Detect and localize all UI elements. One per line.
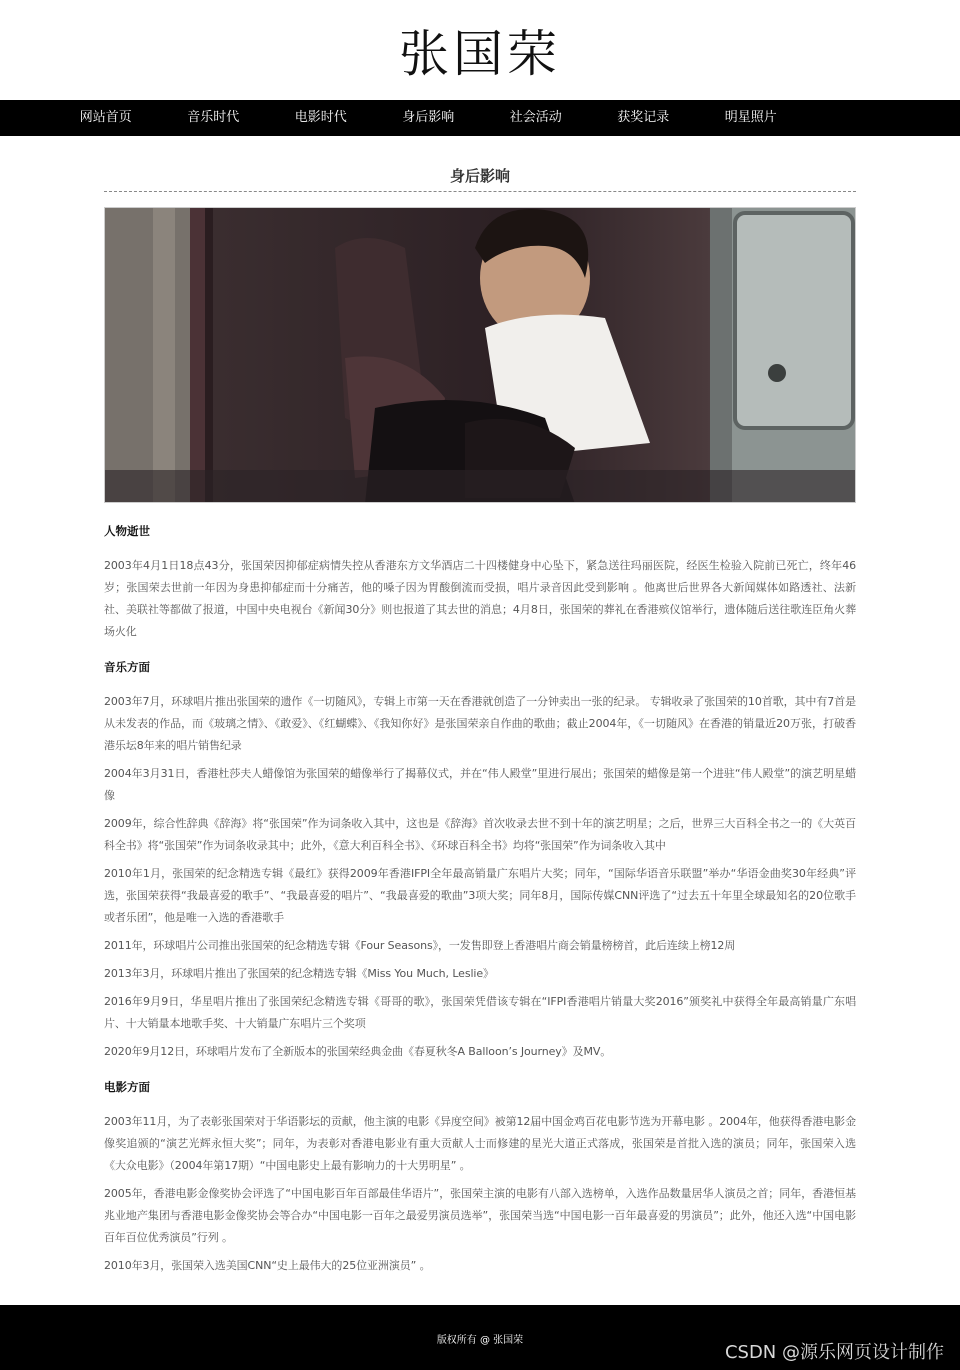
section-paragraph: 2013年3月，环球唱片推出了张国荣的纪念精选专辑《Miss You Much, Leslie》 <box>104 967 494 980</box>
section-paragraph: 2003年7月，环球唱片推出张国荣的遗作《一切随风》，专辑上市第一天在香港就创造了一分钟卖出一张的纪录。 专辑收录了张国荣的10首歌，其中有7首是从未发表的作品，而《玻璃之情》、《敢爱》、《红蝴蝶》、《我知你好》是张国荣亲自作曲的歌曲；截止2004年，《一切随风》在香港的销量近20万张，打破香港乐坛8年来的唱片销售纪录 <box>104 695 856 752</box>
section-film <box>104 1079 856 1277</box>
section-heading: 音乐方面 <box>104 660 150 674</box>
nav-item-home[interactable]: 网站首页 <box>79 110 132 125</box>
section-paragraph: 2010年1月，张国荣的纪念精选专辑《最红》获得2009年香港IFPI全年最高销量广东唱片大奖；同年，“国际华语音乐联盟”举办“华语金曲奖30年经典”评选，张国荣获得“我最喜爱的歌手”、“我最喜爱的唱片”、“我最喜爱的歌曲”3项大奖；同年8月，国际传媒CNN评选了“过去五十年里全球最知名的20位歌手或者乐团”，他是唯一入选的香港歌手 <box>104 867 856 924</box>
footer-copyright: 版权所有 @ 张国荣 <box>436 1335 524 1346</box>
section-paragraph: 2004年3月31日，香港杜莎夫人蜡像馆为张国荣的蜡像举行了揭幕仪式，并在“伟人殿堂”里进行展出；张国荣的蜡像是第一个进驻“伟人殿堂”的演艺明星蜡像 <box>104 767 856 802</box>
section-paragraph: 2003年4月1日18点43分，张国荣因抑郁症病情失控从香港东方文华酒店二十四楼健身中心坠下，紧急送往玛丽医院，经医生检验入院前已死亡，终年46岁；张国荣去世前一年因为身患抑郁症而十分痛苦，他的嗓子因为胃酸倒流而受损，唱片录音因此受到影响 。他离世后世界各大新闻媒体如路透社、法新社、美联社等都做了报道，中国中央电视台《新闻30分》则也报道了其去世的消息；4月8日，张国荣的葬礼在香港殡仪馆举行，遗体随后送往歌连臣角火葬场火化 <box>104 559 856 638</box>
nav-item-photos[interactable]: 明星照片 <box>724 110 777 125</box>
nav-item-awards[interactable]: 获奖记录 <box>617 110 670 125</box>
site-header <box>0 0 960 100</box>
section-paragraph: 2011年，环球唱片公司推出张国荣的纪念精选专辑《Four Seasons》，一发售即登上香港唱片商会销量榜榜首，此后连续上榜12周 <box>104 939 736 952</box>
section-paragraph: 2020年9月12日，环球唱片发布了全新版本的张国荣经典金曲《春夏秋冬A Balloon’s Journey》及MV。 <box>104 1045 612 1058</box>
section-paragraph: 2003年11月，为了表彰张国荣对于华语影坛的贡献，他主演的电影《异度空间》被第12届中国金鸡百花电影节选为开幕电影 。2004年，他获得香港电影金像奖追颁的“演艺光辉永恒大奖”；同年，为表彰对香港电影业有重大贡献人士而修建的星光大道正式落成，张国荣是首批入选的演员；同年，张国荣入选《大众电影》（2004年第17期）“中国电影史上最有影响力的十大男明星” 。 <box>104 1115 856 1172</box>
section-music <box>104 659 856 1063</box>
section-heading: 人物逝世 <box>104 524 150 538</box>
hero-photo-illustration <box>105 208 856 503</box>
nav-item-legacy[interactable]: 身后影响 <box>402 110 455 125</box>
section-paragraph: 2009年，综合性辞典《辞海》将“张国荣”作为词条收入其中，这也是《辞海》首次收录去世不到十年的演艺明星；之后，世界三大百科全书之一的《大英百科全书》将“张国荣”作为词条收录其中；此外，《意大利百科全书》、《环球百科全书》均将“张国荣”作为词条收入其中 <box>104 817 856 852</box>
nav-item-social[interactable]: 社会活动 <box>509 110 562 125</box>
main-content <box>104 160 856 1277</box>
section-death <box>104 523 856 643</box>
section-paragraph: 2005年，香港电影金像奖协会评选了“中国电影百年百部最佳华语片”，张国荣主演的电影有八部入选榜单，入选作品数量居华人演员之首；同年，香港恒基兆业地产集团与香港电影金像奖协会等合办“中国电影一百年之最爱男演员选举”，张国荣当选“中国电影一百年最喜爱的男演员”；此外，他还入选“中国电影百年百位优秀演员”行列 。 <box>104 1187 856 1244</box>
section-paragraph: 2010年3月，张国荣入选美国CNN“史上最伟大的25位亚洲演员” 。 <box>104 1259 431 1272</box>
page-title: 身后影响 <box>104 160 856 192</box>
hero-photo <box>104 207 856 503</box>
main-nav <box>0 100 960 136</box>
nav-list <box>0 100 960 136</box>
section-heading: 电影方面 <box>104 1080 150 1094</box>
site-title: 张国荣 <box>399 25 561 83</box>
nav-item-music[interactable]: 音乐时代 <box>187 110 240 125</box>
section-paragraph: 2016年9月9日，华星唱片推出了张国荣纪念精选专辑《哥哥的歌》，张国荣凭借该专辑在“IFPI香港唱片销量大奖2016”颁奖礼中获得全年最高销量广东唱片、十大销量本地歌手奖、十大销量广东唱片三个奖项 <box>104 995 856 1030</box>
watermark: CSDN @源乐网页设计制作 <box>724 1342 944 1363</box>
nav-item-film[interactable]: 电影时代 <box>294 110 347 125</box>
